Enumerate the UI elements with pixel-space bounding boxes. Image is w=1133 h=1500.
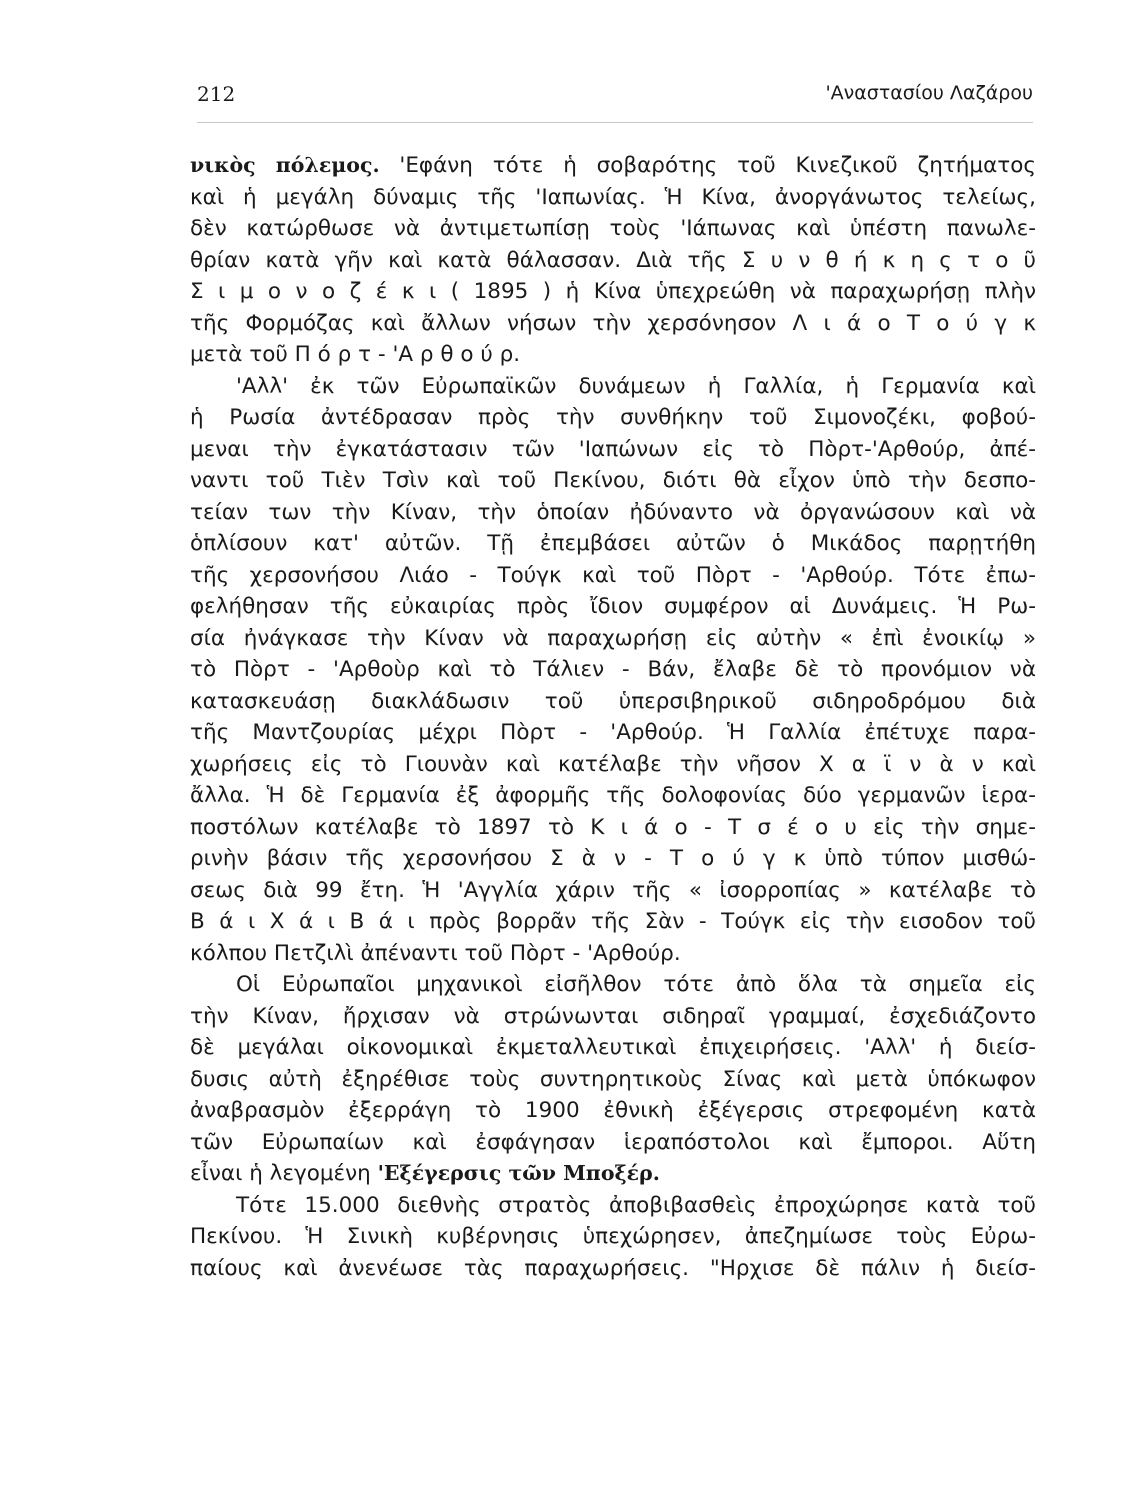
text-line: τῶν Εὐρωπαίων καὶ ἐσφάγησαν ἱεραπόστολοι καὶ ἔμποροι. Αὕτη (190, 1129, 1036, 1155)
text-line: δυσις αὐτὴ ἐξηρέθισε τοὺς συντηρητικοὺς Σίνας καὶ μετὰ ὑπόκωφον (190, 1066, 1036, 1092)
text-line: τῆς χερσονήσου Λιάο - Τούγκ καὶ τοῦ Πὸρτ - 'Αρθούρ. Τότε ἐπω- (190, 562, 1036, 588)
text-line: ποστόλων κατέλαβε τὸ 1897 τὸ Κ ι ά ο - Τ σ έ ο υ εἰς τὴν σημε- (190, 814, 1036, 840)
text-span: εἶναι ἡ λεγομένη (190, 1161, 378, 1186)
text-line: Οἱ Εὐρωπαῖοι μηχανικοὶ εἰσῆλθον τότε ἀπὸ ὅλα τὰ σημεῖα εἰς (236, 972, 1036, 997)
text-line: καὶ ἡ μεγάλη δύναμις τῆς 'Ιαπωνίας. Ἡ Κίνα, ἀνοργάνωτος τελείως, (190, 184, 1036, 210)
text-line: κατασκευάσῃ διακλάδωσιν τοῦ ὑπερσιβηρικοῦ σιδηροδρόμου διὰ (190, 688, 1036, 714)
page-number: 212 (197, 82, 236, 106)
text-line: τῆς Μαντζουρίας μέχρι Πὸρτ - 'Αρθούρ. Ἡ Γαλλία ἐπέτυχε παρα- (190, 720, 1036, 745)
text-line: σεως διὰ 99 ἔτη. Ἡ 'Αγγλία χάριν τῆς « ἰσορροπίας » κατέλαβε τὸ (190, 877, 1036, 903)
text-line: Β ά ι Χ ά ι Β ά ι πρὸς βορρᾶν τῆς Σὰν - Τούγκ εἰς τὴν εισοδον τοῦ (190, 909, 1036, 934)
text-line: Πεκίνου. Ἡ Σινικὴ κυβέρνησις ὑπεχώρησεν, ἀπεζημίωσε τοὺς Εὐρω- (190, 1224, 1036, 1249)
body-text (190, 150, 1036, 1284)
text-line: τείαν των τὴν Κίναν, τὴν ὁποίαν ἠδύναντο νὰ ὀργανώσουν καὶ νὰ (190, 499, 1036, 525)
text-line: τὸ Πὸρτ - 'Αρθοὺρ καὶ τὸ Τάλιεν - Βάν, ἔλαβε δὲ τὸ προνόμιον νὰ (190, 657, 1036, 682)
text-line: δὲν κατώρθωσε νὰ ἀντιμετωπίσῃ τοὺς 'Ιάπωνας καὶ ὑπέστη πανωλε- (190, 216, 1036, 241)
text-line: φελήθησαν τῆς εὐκαιρίας πρὸς ἴδιον συμφέρον αἱ Δυνάμεις. Ἡ Ρω- (190, 594, 1036, 619)
text-line: Σ ι μ ο ν ο ζ έ κ ι ( 1895 ) ἡ Κίνα ὑπεχρεώθη νὰ παραχωρήσῃ πλὴν (190, 279, 1036, 304)
header-rule (197, 122, 1033, 123)
text-line: θρίαν κατὰ γῆν καὶ κατὰ θάλασσαν. Διὰ τῆς Σ υ ν θ ή κ η ς τ ο ῦ (190, 247, 1036, 273)
text-line: κόλπου Πετζιλὶ ἀπέναντι τοῦ Πὸρτ - 'Αρθούρ. (190, 940, 681, 966)
text-span: 'Εφάνη τότε ἡ σοβαρότης τοῦ Κινεζικοῦ ζητήματος (379, 153, 1036, 178)
text-line: ρινὴν βάσιν τῆς χερσονήσου Σ ὰ ν - Τ ο ύ γ κ ὑπὸ τύπον μισθώ- (190, 846, 1036, 871)
text-line: ναντι τοῦ Τιὲν Τσὶν καὶ τοῦ Πεκίνου, διότι θὰ εἶχον ὑπὸ τὴν δεσπο- (190, 468, 1036, 493)
text-line: δὲ μεγάλαι οἰκονομικαὶ ἐκμεταλλευτικαὶ ἐπιχειρήσεις. 'Αλλ' ἡ διείσ- (190, 1035, 1036, 1060)
text-line: ὁπλίσουν κατ' αὐτῶν. Τῇ ἐπεμβάσει αὐτῶν ὁ Μικάδος παρῃτήθη (190, 531, 1036, 556)
text-line: 'Αλλ' ἐκ τῶν Εὐρωπαϊκῶν δυνάμεων ἡ Γαλλία, ἡ Γερμανία καὶ (236, 373, 1036, 399)
page-header (197, 78, 1033, 118)
text-line (190, 150, 1036, 182)
text-line: μεναι τὴν ἐγκατάστασιν τῶν 'Ιαπώνων εἰς τὸ Πὸρτ-'Αρθούρ, ἀπέ- (190, 436, 1036, 462)
text-line: τὴν Κίναν, ἤρχισαν νὰ στρώνωνται σιδηραῖ γραμμαί, ἐσχεδιάζοντο (190, 1003, 1036, 1029)
bold-term: νικὸς πόλεμος. (190, 153, 380, 177)
text-line: ἄλλα. Ἡ δὲ Γερμανία ἐξ ἀφορμῆς τῆς δολοφονίας δύο γερμανῶν ἱερα- (190, 783, 1036, 808)
running-head: 'Αναστασίου Λαζάρου (825, 82, 1033, 104)
text-line: Τότε 15.000 διεθνὴς στρατὸς ἀποβιβασθεὶς ἐπροχώρησε κατὰ τοῦ (236, 1192, 1036, 1218)
text-line: μετὰ τοῦ Π ό ρ τ - 'Α ρ θ ο ύ ρ. (190, 342, 521, 367)
text-line: τῆς Φορμόζας καὶ ἄλλων νήσων τὴν χερσόνησον Λ ι ά ο Τ ο ύ γ κ (190, 310, 1036, 336)
text-line: ἀναβρασμὸν ἐξερράγη τὸ 1900 ἐθνικὴ ἐξέγερσις στρεφομένη κατὰ (190, 1098, 1036, 1123)
text-line: ἡ Ρωσία ἀντέδρασαν πρὸς τὴν συνθήκην τοῦ Σιμονοζέκι, φοβού- (190, 405, 1036, 430)
bold-term: 'Εξέγερσις τῶν Μποξέρ. (377, 1161, 660, 1185)
text-line: χωρήσεις εἰς τὸ Γιουνὰν καὶ κατέλαβε τὴν νῆσον Χ α ϊ ν ὰ ν καὶ (190, 751, 1036, 777)
text-line: σία ἠνάγκασε τὴν Κίναν νὰ παραχωρήσῃ εἰς αὐτὴν « ἐπὶ ἐνοικίῳ » (190, 625, 1036, 651)
text-line (190, 1158, 1036, 1190)
text-line: παίους καὶ ἀνενέωσε τὰς παραχωρήσεις. "Ηρχισε δὲ πάλιν ἡ διείσ- (190, 1255, 1036, 1281)
